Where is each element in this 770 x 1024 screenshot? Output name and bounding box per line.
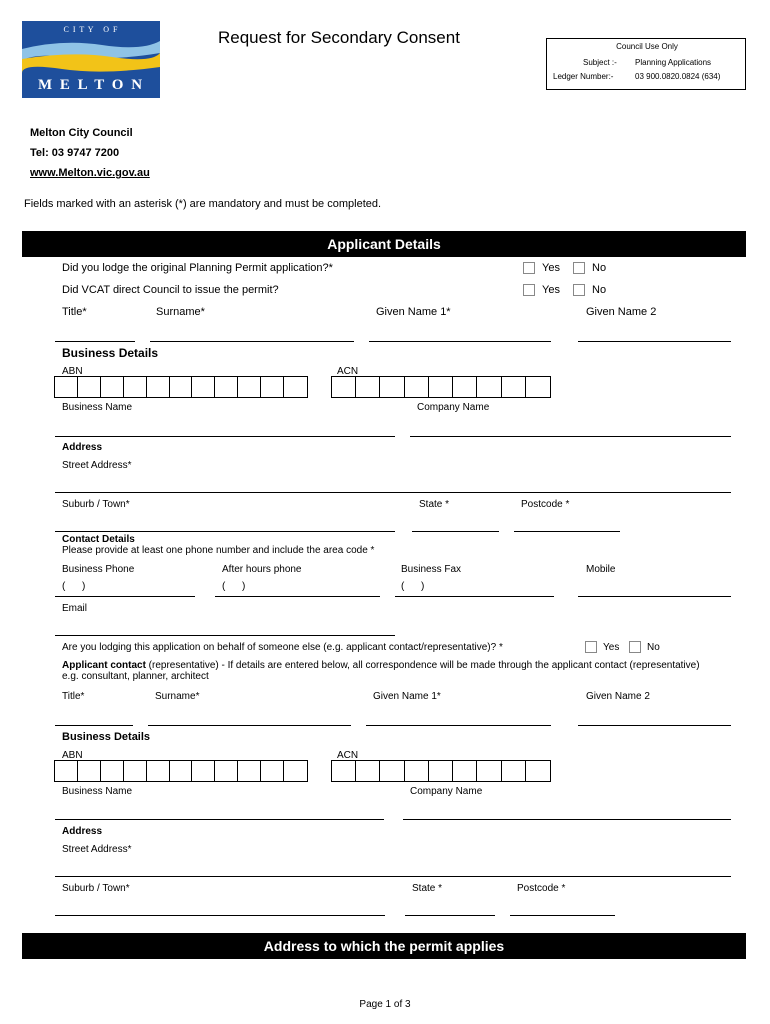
digit-cell[interactable] xyxy=(429,377,453,397)
digit-cell[interactable] xyxy=(332,377,356,397)
digit-cell[interactable] xyxy=(526,377,550,397)
digit-cell[interactable] xyxy=(147,377,170,397)
rep-surname-field[interactable] xyxy=(148,725,351,726)
ledger-value: 03 900.0820.0824 (634) xyxy=(635,72,721,81)
digit-cell[interactable] xyxy=(526,761,550,781)
digit-cell[interactable] xyxy=(477,761,501,781)
digit-cell[interactable] xyxy=(356,761,380,781)
applicant-contact-text: (representative) - If details are entered below, all correspondence will be made through the applicant contact (representative) xyxy=(145,660,700,671)
rep-acn-field[interactable] xyxy=(331,760,551,782)
digit-cell[interactable] xyxy=(55,761,78,781)
abn-label: ABN xyxy=(62,366,83,377)
suburb-label: Suburb / Town* xyxy=(62,499,130,510)
suburb-field[interactable] xyxy=(55,531,395,532)
given-name-2-label: Given Name 2 xyxy=(586,306,657,318)
postcode-label: Postcode * xyxy=(521,499,570,510)
permit-address-header: Address to which the permit applies xyxy=(22,933,746,959)
given-name-2-field[interactable] xyxy=(578,341,731,342)
vcat-yes-checkbox[interactable] xyxy=(523,284,535,296)
abn-field[interactable] xyxy=(54,376,308,398)
business-fax-field[interactable] xyxy=(395,596,554,597)
business-name-label: Business Name xyxy=(62,402,133,413)
after-hours-area: ( ) xyxy=(222,581,246,592)
surname-field[interactable] xyxy=(150,341,354,342)
digit-cell[interactable] xyxy=(101,761,124,781)
applicant-details-header: Applicant Details xyxy=(22,231,746,257)
state-field[interactable] xyxy=(412,531,499,532)
vcat-yes-label: Yes xyxy=(542,284,560,296)
business-phone-area: ( ) xyxy=(62,581,86,592)
rep-company-name-label: Company Name xyxy=(410,786,483,797)
rep-business-name-field[interactable] xyxy=(55,819,384,820)
rep-abn-field[interactable] xyxy=(54,760,308,782)
page-number: Page 1 of 3 xyxy=(359,999,411,1010)
digit-cell[interactable] xyxy=(192,761,215,781)
acn-field[interactable] xyxy=(331,376,551,398)
digit-cell[interactable] xyxy=(284,377,307,397)
business-phone-label: Business Phone xyxy=(62,564,135,575)
rep-given-name-2-field[interactable] xyxy=(578,725,731,726)
rep-surname-label: Surname* xyxy=(155,691,200,702)
digit-cell[interactable] xyxy=(192,377,215,397)
digit-cell[interactable] xyxy=(238,761,261,781)
digit-cell[interactable] xyxy=(429,761,453,781)
business-phone-field[interactable] xyxy=(55,596,195,597)
ledger-label: Ledger Number:- xyxy=(553,72,614,81)
rep-abn-label: ABN xyxy=(62,750,83,761)
digit-cell[interactable] xyxy=(124,377,147,397)
behalf-yes-label: Yes xyxy=(603,642,620,653)
rep-acn-label: ACN xyxy=(337,750,359,761)
logo-top-text: C I T Y O F xyxy=(63,25,119,34)
rep-given-name-2-label: Given Name 2 xyxy=(586,691,650,702)
business-fax-area: ( ) xyxy=(401,581,425,592)
digit-cell[interactable] xyxy=(453,377,477,397)
behalf-yes-checkbox[interactable] xyxy=(585,641,597,653)
rep-address-heading: Address xyxy=(62,826,103,837)
contact-note: Please provide at least one phone number and include the area code * xyxy=(62,545,375,556)
logo-wave-graphic xyxy=(22,35,160,77)
digit-cell[interactable] xyxy=(147,761,170,781)
rep-state-field[interactable] xyxy=(405,915,495,916)
applicant-contact-examples: e.g. consultant, planner, architect xyxy=(62,671,209,682)
rep-street-address-label: Street Address* xyxy=(62,844,132,855)
given-name-1-field[interactable] xyxy=(369,341,551,342)
mobile-field[interactable] xyxy=(578,596,731,597)
acn-label: ACN xyxy=(337,366,359,377)
council-use-heading: Council Use Only xyxy=(616,42,678,51)
vcat-question: Did VCAT direct Council to issue the permit? xyxy=(62,284,279,296)
digit-cell[interactable] xyxy=(261,377,284,397)
rep-state-label: State * xyxy=(412,883,443,894)
behalf-no-checkbox[interactable] xyxy=(629,641,641,653)
lodge-no-label: No xyxy=(592,262,607,274)
city-of-melton-logo xyxy=(22,21,160,98)
digit-cell[interactable] xyxy=(78,761,101,781)
company-name-field[interactable] xyxy=(410,436,731,437)
digit-cell[interactable] xyxy=(101,377,124,397)
street-address-field[interactable] xyxy=(55,492,731,493)
vcat-no-label: No xyxy=(592,284,607,296)
applicant-contact-note xyxy=(62,660,700,671)
rep-suburb-field[interactable] xyxy=(55,915,385,916)
title-label: Title* xyxy=(62,306,87,318)
digit-cell[interactable] xyxy=(215,377,238,397)
council-name: Melton City Council xyxy=(30,127,133,139)
business-details-heading: Business Details xyxy=(62,346,159,360)
rep-given-name-1-field[interactable] xyxy=(366,725,551,726)
rep-postcode-label: Postcode * xyxy=(517,883,566,894)
form-title: Request for Secondary Consent xyxy=(218,28,460,47)
rep-title-label: Title* xyxy=(62,691,85,702)
rep-title-field[interactable] xyxy=(55,725,133,726)
rep-company-name-field[interactable] xyxy=(403,819,731,820)
email-field[interactable] xyxy=(55,635,395,636)
lodge-yes-label: Yes xyxy=(542,262,560,274)
digit-cell[interactable] xyxy=(238,377,261,397)
digit-cell[interactable] xyxy=(170,761,193,781)
digit-cell[interactable] xyxy=(284,761,307,781)
mandatory-note: Fields marked with an asterisk (*) are mandatory and must be completed. xyxy=(24,198,382,210)
digit-cell[interactable] xyxy=(332,761,356,781)
after-hours-field[interactable] xyxy=(215,596,380,597)
street-address-label: Street Address* xyxy=(62,460,132,471)
rep-suburb-label: Suburb / Town* xyxy=(62,883,130,894)
address-heading: Address xyxy=(62,442,103,453)
subject-label: Subject :- xyxy=(583,58,617,67)
business-name-field[interactable] xyxy=(55,436,395,437)
contact-details-heading: Contact Details xyxy=(62,534,135,545)
digit-cell[interactable] xyxy=(78,377,101,397)
digit-cell[interactable] xyxy=(405,761,429,781)
digit-cell[interactable] xyxy=(356,377,380,397)
applicant-contact-bold: Applicant contact xyxy=(62,660,146,671)
title-field[interactable] xyxy=(55,341,135,342)
digit-cell[interactable] xyxy=(380,761,404,781)
state-label: State * xyxy=(419,499,450,510)
postcode-field[interactable] xyxy=(514,531,620,532)
digit-cell[interactable] xyxy=(405,377,429,397)
after-hours-label: After hours phone xyxy=(222,564,302,575)
digit-cell[interactable] xyxy=(477,377,501,397)
lodge-question: Did you lodge the original Planning Permit application?* xyxy=(62,262,333,274)
rep-given-name-1-label: Given Name 1* xyxy=(373,691,441,702)
subject-value: Planning Applications xyxy=(635,58,712,67)
digit-cell[interactable] xyxy=(453,761,477,781)
mobile-label: Mobile xyxy=(586,564,616,575)
rep-business-details-heading: Business Details xyxy=(62,731,151,743)
digit-cell[interactable] xyxy=(215,761,238,781)
digit-cell[interactable] xyxy=(380,377,404,397)
company-name-label: Company Name xyxy=(417,402,490,413)
surname-label: Surname* xyxy=(156,306,205,318)
council-tel: Tel: 03 9747 7200 xyxy=(30,147,120,159)
vcat-no-checkbox[interactable] xyxy=(573,284,585,296)
logo-bottom-text: M E L T O N xyxy=(37,77,145,93)
lodge-yes-checkbox[interactable] xyxy=(523,262,535,274)
digit-cell[interactable] xyxy=(502,761,526,781)
email-label: Email xyxy=(62,603,88,614)
council-website-link[interactable]: www.Melton.vic.gov.au xyxy=(30,167,150,179)
digit-cell[interactable] xyxy=(261,761,284,781)
rep-business-name-label: Business Name xyxy=(62,786,133,797)
rep-postcode-field[interactable] xyxy=(510,915,615,916)
behalf-no-label: No xyxy=(647,642,660,653)
digit-cell[interactable] xyxy=(124,761,147,781)
rep-street-address-field[interactable] xyxy=(55,876,731,877)
given-name-1-label: Given Name 1* xyxy=(376,306,451,318)
behalf-question: Are you lodging this application on behalf of someone else (e.g. applicant contact/representative)? * xyxy=(62,642,503,653)
digit-cell[interactable] xyxy=(502,377,526,397)
lodge-no-checkbox[interactable] xyxy=(573,262,585,274)
digit-cell[interactable] xyxy=(170,377,193,397)
council-use-box xyxy=(546,38,746,90)
digit-cell[interactable] xyxy=(55,377,78,397)
business-fax-label: Business Fax xyxy=(401,564,462,575)
